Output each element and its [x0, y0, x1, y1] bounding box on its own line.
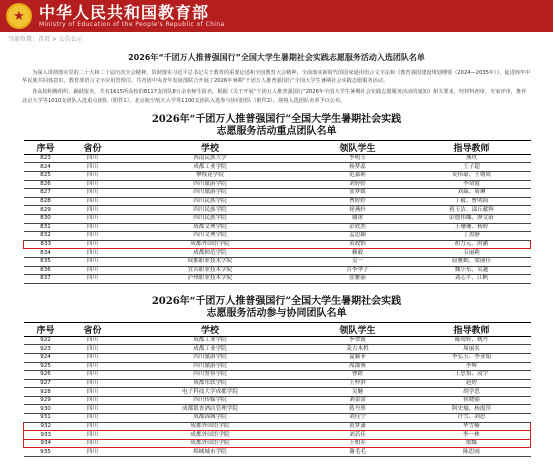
cell-number: 933: [24, 431, 68, 440]
cell-province: 四川: [68, 439, 118, 448]
cell-leader: 谢毛毛: [303, 448, 413, 457]
cell-province: 四川: [68, 422, 118, 431]
cell-number: 931: [24, 414, 68, 423]
cell-leader: 曹蹉: [303, 371, 413, 380]
cell-school: 电子科技大学成都学院: [118, 388, 303, 397]
cell-teacher: 魏小东、吴越: [413, 266, 531, 275]
cell-province: 四川: [68, 396, 118, 405]
cell-teacher: 彭德伟娜、廖文蔚: [413, 214, 531, 223]
cell-province: 四川: [68, 249, 118, 258]
cell-school: 成都银杏酒店管理学院: [118, 405, 303, 414]
cell-number: 824: [24, 163, 68, 172]
key-teams-table: [23, 140, 531, 284]
cell-province: 四川: [68, 448, 118, 457]
cell-leader: 彭欣然: [303, 223, 413, 232]
cell-school: 成都东软学院: [118, 379, 303, 388]
column-header-teacher: 指导教师: [413, 140, 531, 154]
cell-school: 四川传媒学院: [118, 396, 303, 405]
cell-leader: 刘蕾蕾: [303, 396, 413, 405]
table-header-row: [24, 322, 531, 336]
cell-teacher: 屈雅勤、梁丽佳: [413, 257, 531, 266]
cell-teacher: 胡力元、唐涵: [413, 240, 531, 249]
cell-teacher: 侯晓丽: [413, 396, 531, 405]
column-header-school: 学校: [118, 140, 303, 154]
cell-number: 922: [24, 336, 68, 345]
cell-leader: 黄政怡: [303, 240, 413, 249]
cell-province: 四川: [68, 180, 118, 189]
cell-province: 四川: [68, 414, 118, 423]
cell-province: 四川: [68, 388, 118, 397]
cell-school: 成都职业技术学院: [118, 257, 303, 266]
cell-teacher: 韦丽莉: [413, 249, 531, 258]
table-row: [24, 189, 531, 198]
table-row: [24, 163, 531, 172]
cell-school: 四川旅游学院: [118, 180, 303, 189]
cell-school: 成都锦城学院: [118, 414, 303, 423]
cell-school: 四川旅游学院: [118, 189, 303, 198]
table2-title-line2: 志愿服务活动参与协同团队名单: [206, 307, 347, 319]
cell-province: 四川: [68, 371, 118, 380]
cell-school: 成都师范学院: [118, 249, 303, 258]
column-header-province: 省份: [68, 322, 118, 336]
cell-leader: 张梦媛: [303, 189, 413, 198]
table-row: [24, 257, 531, 266]
cell-number: 925: [24, 362, 68, 371]
national-emblem-icon[interactable]: ★: [6, 3, 32, 29]
cell-teacher: 莫伟豪、王朝成: [413, 172, 531, 181]
cell-number: 923: [24, 345, 68, 354]
site-subtitle: Ministry of Education of the People's Republic of China: [39, 21, 225, 28]
site-header: [0, 0, 553, 32]
table-row: [24, 439, 531, 448]
cell-teacher: 赵婷: [413, 379, 531, 388]
cell-province: 四川: [68, 336, 118, 345]
cell-province: 四川: [68, 197, 118, 206]
site-title[interactable]: 中华人民共和国教育部: [39, 3, 210, 22]
cell-school: 成都工业学院: [118, 163, 303, 172]
article-paragraph-2: 各高校积极组织，踊跃报名，共有1615所高校的8117支团队8万余名师生报名。根据《关于开展“千团万人推普强国行”2026年全国大学生暑期社会实践志愿服务活动的通知》相关要求，经材料初审、专家评审，推荐北京大学等1010支团队入选重点团队（附件1），北京航空航天大学等1100支团队入选参与协同团队（附件2），现将入选团队名单予以公布。: [22, 89, 527, 104]
column-header-leader: 领队学生: [303, 140, 413, 154]
cell-leader: 吴魅: [303, 388, 413, 397]
table-row: [24, 448, 531, 457]
cell-school: 绵城城市学院: [118, 448, 303, 457]
cell-number: 835: [24, 257, 68, 266]
table-row: [24, 388, 531, 397]
cell-province: 四川: [68, 172, 118, 181]
cell-leader: 黄梦潇: [303, 422, 413, 431]
table-row: [24, 405, 531, 414]
column-header-leader: 领队学生: [303, 322, 413, 336]
cell-school: 成都外国语学院: [118, 439, 303, 448]
cell-province: 四川: [68, 405, 118, 414]
cell-school: 四川民族学院: [118, 214, 303, 223]
cell-province: 四川: [68, 206, 118, 215]
cell-leader: 赖毅: [303, 249, 413, 258]
cell-teacher: 王珊珊、杨婷: [413, 223, 531, 232]
partner-teams-table: [23, 322, 531, 457]
table-row: [24, 154, 531, 163]
cell-teacher: 李辉: [413, 362, 531, 371]
cell-number: 927: [24, 379, 68, 388]
cell-school: 四川文理学院: [118, 232, 303, 241]
cell-teacher: 王子超: [413, 163, 531, 172]
cell-number: 831: [24, 223, 68, 232]
cell-province: 四川: [68, 223, 118, 232]
cell-number: 837: [24, 275, 68, 284]
cell-number: 834: [24, 249, 68, 258]
cell-leader: 孟思颖: [303, 232, 413, 241]
cell-teacher: 刘芯芊、江帆: [413, 275, 531, 284]
cell-leader: 范嘉莉: [303, 172, 413, 181]
cell-teacher: 李靖霞: [413, 180, 531, 189]
cell-leader: 杨梦蕊: [303, 163, 413, 172]
cell-school: 成都文理学院: [118, 223, 303, 232]
cell-number: 926: [24, 371, 68, 380]
cell-leader: 席郡睿: [303, 362, 413, 371]
cell-number: 924: [24, 353, 68, 362]
cell-province: 四川: [68, 431, 118, 440]
table-row: [24, 371, 531, 380]
cell-leader: 刘若佳: [303, 431, 413, 440]
cell-teacher: 蒋玉洁、邵丘献辉: [413, 206, 531, 215]
table-row: [24, 414, 531, 423]
cell-teacher: 胡学思: [413, 388, 531, 397]
cell-number: 833: [24, 240, 68, 249]
cell-province: 四川: [68, 189, 118, 198]
table-row: [24, 223, 531, 232]
cell-leader: 李翠霞: [303, 336, 413, 345]
table-row: [24, 362, 531, 371]
cell-leader: 李明玉: [303, 154, 413, 163]
cell-number: 929: [24, 396, 68, 405]
cell-number: 825: [24, 172, 68, 181]
cell-leader: 徐燕轩: [303, 206, 413, 215]
cell-province: 四川: [68, 214, 118, 223]
table-row: [24, 431, 531, 440]
cell-leader: 刘佳宁: [303, 414, 413, 423]
cell-number: 830: [24, 214, 68, 223]
table-row: [24, 422, 531, 431]
table-row: [24, 336, 531, 345]
cell-leader: 麦吉木机: [303, 345, 413, 354]
cell-province: 四川: [68, 275, 118, 284]
cell-number: 827: [24, 189, 68, 198]
table-row: [24, 353, 531, 362]
table-row: [24, 197, 531, 206]
cell-teacher: 王思怡、凌宇: [413, 371, 531, 380]
cell-leader: 吉李伞子: [303, 266, 413, 275]
cell-school: 西南民族大学: [118, 154, 303, 163]
cell-province: 四川: [68, 240, 118, 249]
cell-number: 832: [24, 232, 68, 241]
cell-school: 四川警察学院: [118, 371, 303, 380]
cell-teacher: 丁盈静: [413, 232, 531, 241]
cell-province: 四川: [68, 232, 118, 241]
cell-leader: 张雅丽: [303, 275, 413, 284]
cell-province: 四川: [68, 362, 118, 371]
cell-number: 829: [24, 206, 68, 215]
cell-school: 攀枝花学院: [118, 172, 303, 181]
cell-number: 934: [24, 439, 68, 448]
cell-school: 成都工业学院: [118, 345, 303, 354]
cell-school: 成都外国语学院: [118, 240, 303, 249]
cell-province: 四川: [68, 345, 118, 354]
cell-number: 828: [24, 197, 68, 206]
table-row: [24, 249, 531, 258]
cell-school: 成都外国语学院: [118, 431, 303, 440]
cell-school: 宜宾职业技术学院: [118, 266, 303, 275]
cell-leader: 蒋丹彤: [303, 405, 413, 414]
cell-number: 836: [24, 266, 68, 275]
cell-number: 826: [24, 180, 68, 189]
cell-school: 四川民族学院: [118, 206, 303, 215]
column-header-school: 学校: [118, 322, 303, 336]
table-row: [24, 266, 531, 275]
column-header-teacher: 指导教师: [413, 322, 531, 336]
cell-number: 823: [24, 154, 68, 163]
cell-school: 泸州职业技术学院: [118, 275, 303, 284]
cell-number: 935: [24, 448, 68, 457]
table-row: [24, 240, 531, 249]
column-header-number: 序号: [24, 322, 68, 336]
article-title: 2026年“千团万人推普强国行”全国大学生暑期社会实践志愿服务活动入选团队名单: [128, 53, 425, 62]
table-row: [24, 172, 531, 181]
table1-title-line1: 2026年“千团万人推普强国行”全国大学生暑期社会实践: [151, 113, 402, 125]
cell-province: 四川: [68, 266, 118, 275]
cell-teacher: 陈思雨: [413, 448, 531, 457]
cell-teacher: 华雪楠: [413, 422, 531, 431]
table-row: [24, 275, 531, 284]
cell-leader: 王梓淇: [303, 379, 413, 388]
cell-teacher: 李弘玉、李亚娟: [413, 353, 531, 362]
cell-number: 930: [24, 405, 68, 414]
column-header-province: 省份: [68, 140, 118, 154]
cell-teacher: 李一林: [413, 431, 531, 440]
cell-teacher: 许雪、刘思: [413, 414, 531, 423]
cell-leader: 曹婷婷: [303, 197, 413, 206]
table-row: [24, 345, 531, 354]
cell-teacher: 丁毅、曹明海: [413, 197, 531, 206]
cell-school: 四川旅游学院: [118, 362, 303, 371]
table-row: [24, 206, 531, 215]
cell-leader: 吴一: [303, 257, 413, 266]
table-row: [24, 396, 531, 405]
table2-title-line1: 2026年“千团万人推普强国行”全国大学生暑期社会实践: [151, 295, 402, 307]
column-header-number: 序号: [24, 140, 68, 154]
cell-school: 成都外国语学院: [118, 422, 303, 431]
breadcrumb[interactable]: 当前位置：首页 > 公告公示: [8, 36, 83, 43]
header-titles: [39, 4, 225, 28]
cell-teacher: 刘焱、周琳: [413, 189, 531, 198]
cell-province: 四川: [68, 379, 118, 388]
cell-number: 932: [24, 422, 68, 431]
cell-school: 成都工业学院: [118, 336, 303, 345]
cell-province: 四川: [68, 163, 118, 172]
table-row: [24, 379, 531, 388]
cell-teacher: 梁娜: [413, 439, 531, 448]
cell-leader: 夏颖菲: [303, 353, 413, 362]
article-paragraph-1: 为深入贯彻落实党的二十大和二十届历次全会精神，贯彻落实习近平总书记关于教育的重要论述和全国教育大会精神，全面落实新时代的国家通用语言文字法和《教育强国建设规划纲要（2024—2035年）》，促进铸牢中华民族共同体意识，教育部语言文字应用管理司、共青团中央青年发展部联合开展了2026年暑期“千团万人推普强国行”全国大学生暑期社会实践志愿服务活动。: [22, 70, 531, 85]
cell-teacher: 燕玫: [413, 154, 531, 163]
table-row: [24, 180, 531, 189]
cell-teacher: 阿史瑜、杨霞萍: [413, 405, 531, 414]
cell-province: 四川: [68, 353, 118, 362]
table-header-row: [24, 140, 531, 154]
cell-school: 四川旅游学院: [118, 353, 303, 362]
cell-teacher: 周丽名: [413, 345, 531, 354]
cell-province: 四川: [68, 154, 118, 163]
cell-leader: 刘婷婷: [303, 180, 413, 189]
table-row: [24, 214, 531, 223]
cell-leader: 谢冰: [303, 214, 413, 223]
cell-school: 四川民族学院: [118, 197, 303, 206]
table1-title-line2: 志愿服务活动重点团队名单: [216, 125, 337, 137]
cell-province: 四川: [68, 257, 118, 266]
table-row: [24, 232, 531, 241]
cell-leader: 王柏乔: [303, 439, 413, 448]
cell-teacher: 陈靖婷、姚丹: [413, 336, 531, 345]
cell-number: 928: [24, 388, 68, 397]
